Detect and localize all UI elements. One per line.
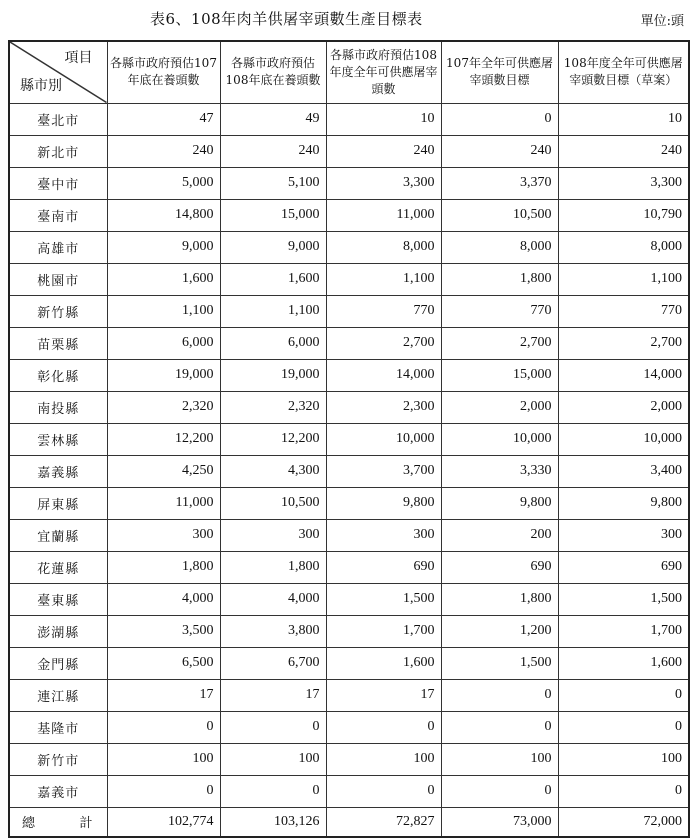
county-cell: 嘉義縣 — [9, 455, 107, 487]
value-cell: 2,000 — [441, 391, 558, 423]
table-row — [9, 711, 689, 743]
table-row — [9, 295, 689, 327]
county-cell: 臺南市 — [9, 199, 107, 231]
value-cell: 0 — [220, 711, 326, 743]
table-row — [9, 647, 689, 679]
value-cell: 690 — [558, 551, 689, 583]
value-cell: 300 — [107, 519, 220, 551]
county-cell: 連江縣 — [9, 679, 107, 711]
value-cell: 14,000 — [558, 359, 689, 391]
value-cell: 690 — [326, 551, 441, 583]
table-row — [9, 583, 689, 615]
value-cell: 2,320 — [107, 391, 220, 423]
value-cell: 1,500 — [441, 647, 558, 679]
value-cell: 1,100 — [558, 263, 689, 295]
table-row — [9, 551, 689, 583]
value-cell: 2,000 — [558, 391, 689, 423]
value-cell: 9,000 — [107, 231, 220, 263]
value-cell: 100 — [326, 743, 441, 775]
column-header: 各縣市政府預估107年底在養頭數 — [107, 41, 220, 103]
value-cell: 3,300 — [326, 167, 441, 199]
unit-label: 單位:頭 — [640, 14, 684, 29]
table-body — [9, 103, 689, 807]
value-cell: 1,600 — [558, 647, 689, 679]
table-row — [9, 391, 689, 423]
value-cell: 1,100 — [326, 263, 441, 295]
value-cell: 1,600 — [326, 647, 441, 679]
table-row — [9, 263, 689, 295]
county-cell: 臺東縣 — [9, 583, 107, 615]
value-cell: 240 — [107, 135, 220, 167]
value-cell: 17 — [220, 679, 326, 711]
county-cell: 新竹市 — [9, 743, 107, 775]
value-cell: 15,000 — [220, 199, 326, 231]
value-cell: 0 — [558, 679, 689, 711]
value-cell: 6,700 — [220, 647, 326, 679]
value-cell: 8,000 — [441, 231, 558, 263]
value-cell: 4,000 — [107, 583, 220, 615]
county-cell: 苗栗縣 — [9, 327, 107, 359]
value-cell: 3,330 — [441, 455, 558, 487]
value-cell: 8,000 — [558, 231, 689, 263]
value-cell: 47 — [107, 103, 220, 135]
value-cell: 6,500 — [107, 647, 220, 679]
total-cell: 72,827 — [326, 807, 441, 837]
corner-label-county: 縣市別 — [20, 77, 62, 94]
total-cell: 102,774 — [107, 807, 220, 837]
value-cell: 2,700 — [441, 327, 558, 359]
value-cell: 4,000 — [220, 583, 326, 615]
value-cell: 17 — [107, 679, 220, 711]
county-cell: 彰化縣 — [9, 359, 107, 391]
data-table — [8, 40, 690, 838]
table-row — [9, 743, 689, 775]
value-cell: 3,700 — [326, 455, 441, 487]
value-cell: 0 — [107, 775, 220, 807]
value-cell: 770 — [558, 295, 689, 327]
value-cell: 1,600 — [220, 263, 326, 295]
value-cell: 1,700 — [558, 615, 689, 647]
county-cell: 宜蘭縣 — [9, 519, 107, 551]
value-cell: 1,200 — [441, 615, 558, 647]
county-cell: 嘉義市 — [9, 775, 107, 807]
value-cell: 10,790 — [558, 199, 689, 231]
table-row — [9, 327, 689, 359]
column-header: 各縣市政府預估108年度全年可供應屠宰頭數 — [326, 41, 441, 103]
table-row — [9, 615, 689, 647]
value-cell: 300 — [220, 519, 326, 551]
value-cell: 17 — [326, 679, 441, 711]
table-row — [9, 231, 689, 263]
value-cell: 19,000 — [107, 359, 220, 391]
value-cell: 100 — [107, 743, 220, 775]
county-cell: 高雄市 — [9, 231, 107, 263]
value-cell: 690 — [441, 551, 558, 583]
total-cell: 72,000 — [558, 807, 689, 837]
value-cell: 1,500 — [558, 583, 689, 615]
value-cell: 9,000 — [220, 231, 326, 263]
value-cell: 5,100 — [220, 167, 326, 199]
value-cell: 10,000 — [441, 423, 558, 455]
table-row — [9, 775, 689, 807]
page-title: 表6、108年肉羊供屠宰頭數生產目標表 — [150, 10, 423, 28]
corner-header — [9, 41, 107, 103]
value-cell: 14,800 — [107, 199, 220, 231]
value-cell: 100 — [220, 743, 326, 775]
column-header: 各縣市政府預估108年底在養頭數 — [220, 41, 326, 103]
value-cell: 10,500 — [441, 199, 558, 231]
value-cell: 12,200 — [220, 423, 326, 455]
county-cell: 基隆市 — [9, 711, 107, 743]
value-cell: 0 — [220, 775, 326, 807]
table-row — [9, 359, 689, 391]
value-cell: 0 — [107, 711, 220, 743]
value-cell: 1,700 — [326, 615, 441, 647]
value-cell: 3,800 — [220, 615, 326, 647]
value-cell: 14,000 — [326, 359, 441, 391]
value-cell: 0 — [326, 775, 441, 807]
total-cell: 73,000 — [441, 807, 558, 837]
value-cell: 10,000 — [326, 423, 441, 455]
county-cell: 澎湖縣 — [9, 615, 107, 647]
value-cell: 2,320 — [220, 391, 326, 423]
value-cell: 240 — [220, 135, 326, 167]
value-cell: 770 — [326, 295, 441, 327]
table-row — [9, 455, 689, 487]
corner-label-item: 項目 — [64, 50, 93, 66]
county-cell: 南投縣 — [9, 391, 107, 423]
value-cell: 1,600 — [107, 263, 220, 295]
value-cell: 10 — [558, 103, 689, 135]
value-cell: 8,000 — [326, 231, 441, 263]
value-cell: 10,500 — [220, 487, 326, 519]
value-cell: 49 — [220, 103, 326, 135]
value-cell: 2,700 — [326, 327, 441, 359]
value-cell: 1,100 — [107, 295, 220, 327]
value-cell: 240 — [558, 135, 689, 167]
total-label: 總計 — [9, 807, 107, 837]
value-cell: 0 — [326, 711, 441, 743]
value-cell: 9,800 — [326, 487, 441, 519]
county-cell: 屏東縣 — [9, 487, 107, 519]
county-cell: 新北市 — [9, 135, 107, 167]
county-cell: 桃園市 — [9, 263, 107, 295]
value-cell: 2,700 — [558, 327, 689, 359]
value-cell: 11,000 — [107, 487, 220, 519]
value-cell: 300 — [558, 519, 689, 551]
value-cell: 3,400 — [558, 455, 689, 487]
table-row — [9, 519, 689, 551]
table-row — [9, 135, 689, 167]
value-cell: 9,800 — [441, 487, 558, 519]
value-cell: 1,800 — [441, 583, 558, 615]
value-cell: 19,000 — [220, 359, 326, 391]
table-row — [9, 199, 689, 231]
total-cell: 103,126 — [220, 807, 326, 837]
value-cell: 3,370 — [441, 167, 558, 199]
column-header: 107年全年可供應屠宰頭數目標 — [441, 41, 558, 103]
value-cell: 1,800 — [107, 551, 220, 583]
value-cell: 200 — [441, 519, 558, 551]
value-cell: 10 — [326, 103, 441, 135]
table-row — [9, 487, 689, 519]
county-cell: 金門縣 — [9, 647, 107, 679]
value-cell: 1,100 — [220, 295, 326, 327]
value-cell: 6,000 — [107, 327, 220, 359]
table-row — [9, 423, 689, 455]
value-cell: 4,300 — [220, 455, 326, 487]
value-cell: 240 — [326, 135, 441, 167]
value-cell: 100 — [558, 743, 689, 775]
value-cell: 12,200 — [107, 423, 220, 455]
table-row — [9, 167, 689, 199]
value-cell: 240 — [441, 135, 558, 167]
value-cell: 3,300 — [558, 167, 689, 199]
total-row — [9, 807, 689, 837]
value-cell: 9,800 — [558, 487, 689, 519]
value-cell: 0 — [558, 775, 689, 807]
value-cell: 10,000 — [558, 423, 689, 455]
county-cell: 臺北市 — [9, 103, 107, 135]
value-cell: 770 — [441, 295, 558, 327]
table-row — [9, 103, 689, 135]
county-cell: 新竹縣 — [9, 295, 107, 327]
value-cell: 0 — [441, 103, 558, 135]
column-header: 108年度全年可供應屠宰頭數目標（草案） — [558, 41, 689, 103]
value-cell: 100 — [441, 743, 558, 775]
value-cell: 0 — [441, 711, 558, 743]
value-cell: 0 — [558, 711, 689, 743]
value-cell: 6,000 — [220, 327, 326, 359]
value-cell: 1,800 — [441, 263, 558, 295]
header-row — [9, 41, 689, 103]
value-cell: 0 — [441, 775, 558, 807]
value-cell: 1,800 — [220, 551, 326, 583]
value-cell: 1,500 — [326, 583, 441, 615]
value-cell: 3,500 — [107, 615, 220, 647]
value-cell: 11,000 — [326, 199, 441, 231]
value-cell: 15,000 — [441, 359, 558, 391]
value-cell: 0 — [441, 679, 558, 711]
county-cell: 臺中市 — [9, 167, 107, 199]
value-cell: 4,250 — [107, 455, 220, 487]
county-cell: 花蓮縣 — [9, 551, 107, 583]
value-cell: 300 — [326, 519, 441, 551]
value-cell: 5,000 — [107, 167, 220, 199]
table-row — [9, 679, 689, 711]
value-cell: 2,300 — [326, 391, 441, 423]
county-cell: 雲林縣 — [9, 423, 107, 455]
